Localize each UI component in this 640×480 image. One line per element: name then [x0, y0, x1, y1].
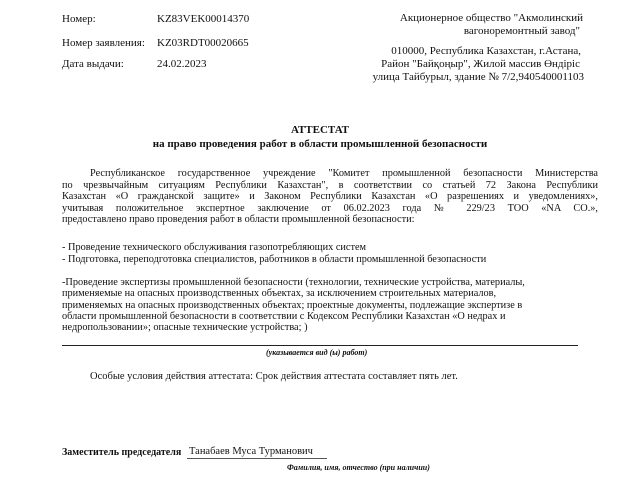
expertise-line: применяемых на опасных производственных объектах; проектные документы, подлежащие экспертизе в	[62, 299, 523, 311]
work-types-caption: (указывается вид (ы) работ)	[266, 348, 368, 357]
document-title: АТТЕСТАТ	[290, 124, 350, 136]
signatory-caption: Фамилия, имя, отчество (при наличии)	[287, 463, 430, 472]
works-list-item: - Проведение технического обслуживания газопотребляющих систем	[62, 242, 367, 253]
works-list	[62, 242, 602, 265]
organization-name-line2: вагоноремонтный завод"	[463, 25, 580, 37]
intro-line: учитывая положительное экспертное заключение от 06.02.2023 года № 229/23 ТОО «NA CO.»,	[62, 202, 598, 214]
intro-line: по чрезвычайным ситуациям Республики Казахстан", в соответствии со статьей 72 Закона Республики	[62, 179, 598, 191]
signatory-label: Заместитель председателя	[62, 447, 182, 458]
expertise-line: применяемые на опасных производственных объектах, за исключением строительных материалов,	[62, 288, 497, 300]
application-number-value: KZ03RDT00020665	[157, 37, 249, 49]
number-label: Номер:	[62, 13, 96, 25]
number-value: KZ83VEK00014370	[157, 13, 250, 25]
organization-address-line3: улица Тайбурыл, здание № 7/2,940540001103	[372, 71, 584, 83]
signatory-name: Танабаев Муса Турманович	[189, 446, 313, 457]
works-list-item: - Подготовка, переподготовка специалистов, работников в области промышленной безопасности	[62, 253, 487, 265]
work-types-underline	[62, 345, 578, 346]
organization-address-line2: Район "Байқоңыр", Жилой массив Өндіріс	[381, 58, 580, 70]
issue-date-value: 24.02.2023	[157, 58, 207, 70]
intro-line: предоставлено право проведения работ в области промышленной безопасности:	[62, 214, 415, 226]
organization-name-line1: Акционерное общество "Акмолинский	[399, 12, 583, 24]
expertise-line: -Проведение экспертизы промышленной безопасности (технологии, технические устройства, материалы,	[62, 277, 525, 288]
expertise-paragraph	[62, 277, 602, 333]
expertise-line: области промышленной безопасности в соответствии с Кодексом Республики Казахстан «О недрах и	[62, 310, 506, 322]
expertise-line: недропользовании»; опасные технические устройства; )	[62, 322, 308, 334]
application-number-label: Номер заявления:	[62, 37, 145, 49]
signatory-underline	[187, 458, 327, 459]
intro-paragraph	[62, 168, 598, 226]
special-conditions: Особые условия действия аттестата: Срок действия аттестата составляет пять лет.	[90, 371, 458, 382]
document-subtitle: на право проведения работ в области промышленной безопасности	[152, 138, 488, 150]
organization-address-line1: 010000, Республика Казахстан, г.Астана,	[391, 45, 581, 57]
issue-date-label: Дата выдачи:	[62, 58, 124, 70]
intro-line: Казахстан «О гражданской защите» и Законом Республики Казахстан «О разрешениях и уведомлениях»,	[62, 191, 598, 203]
intro-line: Республиканское государственное учреждение "Комитет промышленной безопасности Министерства	[90, 168, 598, 179]
